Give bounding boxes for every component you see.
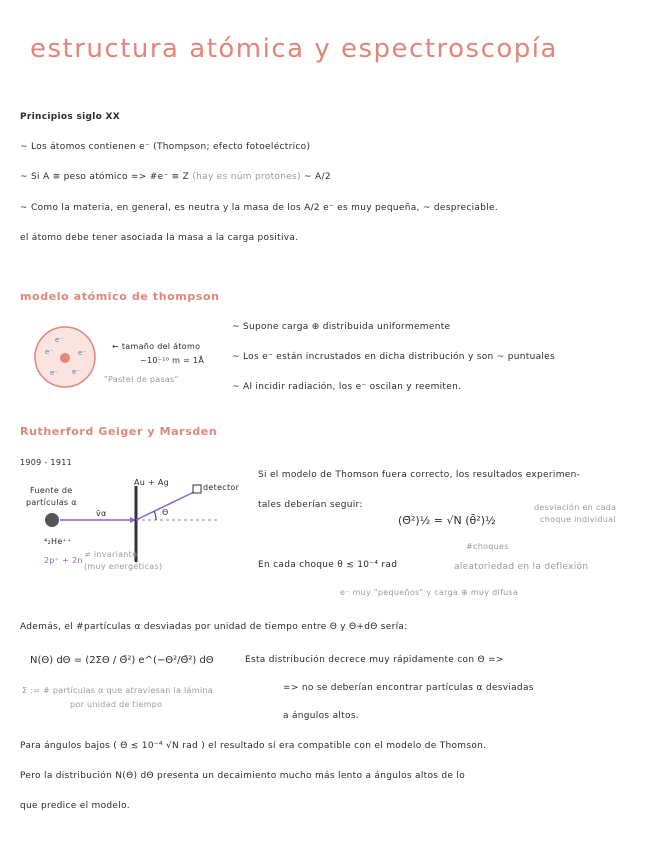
source-label-2: partículas α <box>26 498 77 507</box>
deviation-note-2: choque individual <box>540 515 616 524</box>
electron-2: e⁻ <box>45 348 54 356</box>
intro-line-1: ~ Los átomos contienen e⁻ (Thompson; efecto fotoeléctrico) <box>20 142 311 152</box>
intro-line-4: el átomo debe tener asociada la masa a la carga positiva. <box>20 233 299 243</box>
velocity-label: v̄α <box>96 509 107 518</box>
sigma-note-2: por unidad de tiempo <box>70 700 163 709</box>
per-collision-text: En cada choque θ ≲ 10⁻⁴ rad <box>258 560 398 570</box>
thomson-bullet-1: ~ Supone carga ⊕ distribuida uniformemente <box>232 322 451 332</box>
rutherford-years: 1909 - 1911 <box>20 458 72 467</box>
invariant-note-1: ≠ invariante <box>84 550 138 559</box>
intro-line-2c: ~ A/2 <box>304 172 331 182</box>
intro-heading: Principios siglo XX <box>20 112 121 122</box>
angle-arc <box>154 511 156 520</box>
rutherford-text-2: tales deberían seguir: <box>258 500 363 510</box>
deviation-formula: (Θ̄²)½ = √N (θ̄²)½ <box>398 514 496 527</box>
thomson-nickname: "Pastel de pasas" <box>104 375 179 384</box>
alpha-composition: 2p⁺ + 2n <box>44 556 83 565</box>
page-title: estructura atómica y espectroscopía <box>30 34 558 64</box>
deviation-note-1: desviación en cada <box>534 503 617 512</box>
distribution-formula: N(Θ) dΘ = (2ΣΘ / Θ̄²) e^(−Θ²/Θ̄²) dΘ <box>30 655 214 666</box>
detector-label: detector <box>203 483 240 492</box>
electron-5: e⁻ <box>72 368 81 376</box>
atom-size-label-1: ← tamaño del átomo <box>112 342 201 351</box>
detector-icon <box>193 485 201 493</box>
intro-line-2b: (hay es núm protones) <box>192 172 301 182</box>
per-collision-note: e⁻ muy "pequeños" y carga ⊕ muy difusa <box>340 588 519 597</box>
distribution-but-text: Pero la distribución N(Θ) dΘ presenta un decaimiento mucho más lento a ángulos altos de lo <box>20 771 466 781</box>
distribution-intro: Además, el #partículas α desviadas por unidad de tiempo entre Θ y Θ+dΘ sería: <box>20 622 408 632</box>
thomson-heading: modelo atómico de thompson <box>20 290 220 303</box>
distribution-desc-2: => no se deberían encontrar partículas α desviadas <box>283 683 534 693</box>
rutherford-heading: Rutherford Geiger y Marsden <box>20 425 218 438</box>
sigma-note-1: Σ := # partículas α que atraviesan la lámina <box>22 686 213 695</box>
distribution-predicted-text: que predice el modelo. <box>20 801 130 811</box>
electron-1: e⁻ <box>55 336 64 344</box>
thomson-bullet-3: ~ Al incidir radiación, los e⁻ oscilan y reemiten. <box>232 382 462 392</box>
intro-line-2 <box>20 172 331 182</box>
electron-3: e⁻ <box>78 349 87 357</box>
choques-note: #choques <box>466 542 509 551</box>
foil-label: Au + Ag <box>134 478 169 487</box>
electron-4: e⁻ <box>50 369 59 377</box>
random-note: aleatoriedad en la deflexión <box>454 562 589 572</box>
invariant-note-2: (muy energéticas) <box>84 562 163 571</box>
alpha-formula: ⁴₂He⁺⁺ <box>44 537 72 546</box>
distribution-desc-3: a ángulos altos. <box>283 711 359 721</box>
distribution-desc-1: Esta distribución decrece muy rápidamente con Θ => <box>245 655 504 665</box>
atom-size-label-2: ~10⁻¹⁰ m = 1Å <box>140 356 205 365</box>
thomson-bullet-2: ~ Los e⁻ están incrustados en dicha distribución y son ~ puntuales <box>232 352 556 362</box>
intro-line-3: ~ Como la materia, en general, es neutra y la masa de los A/2 e⁻ es muy pequeña, ~ despreciable. <box>20 203 499 213</box>
source-label-1: Fuente de <box>30 486 73 495</box>
angle-label: Θ <box>162 508 169 517</box>
intro-line-2a: ~ Si A ≡ peso atómico => #e⁻ ≡ Z <box>20 172 190 182</box>
small-angles-text: Para ángulos bajos ( Θ ≲ 10⁻⁴ √N rad ) el resultado sí era compatible con el modelo de Thomson. <box>20 741 487 751</box>
alpha-source-icon <box>45 513 59 527</box>
thomson-atom-diagram <box>30 322 110 392</box>
atom-center <box>60 353 70 363</box>
rutherford-text-1: Si el modelo de Thomson fuera correcto, los resultados experimen- <box>258 470 581 480</box>
